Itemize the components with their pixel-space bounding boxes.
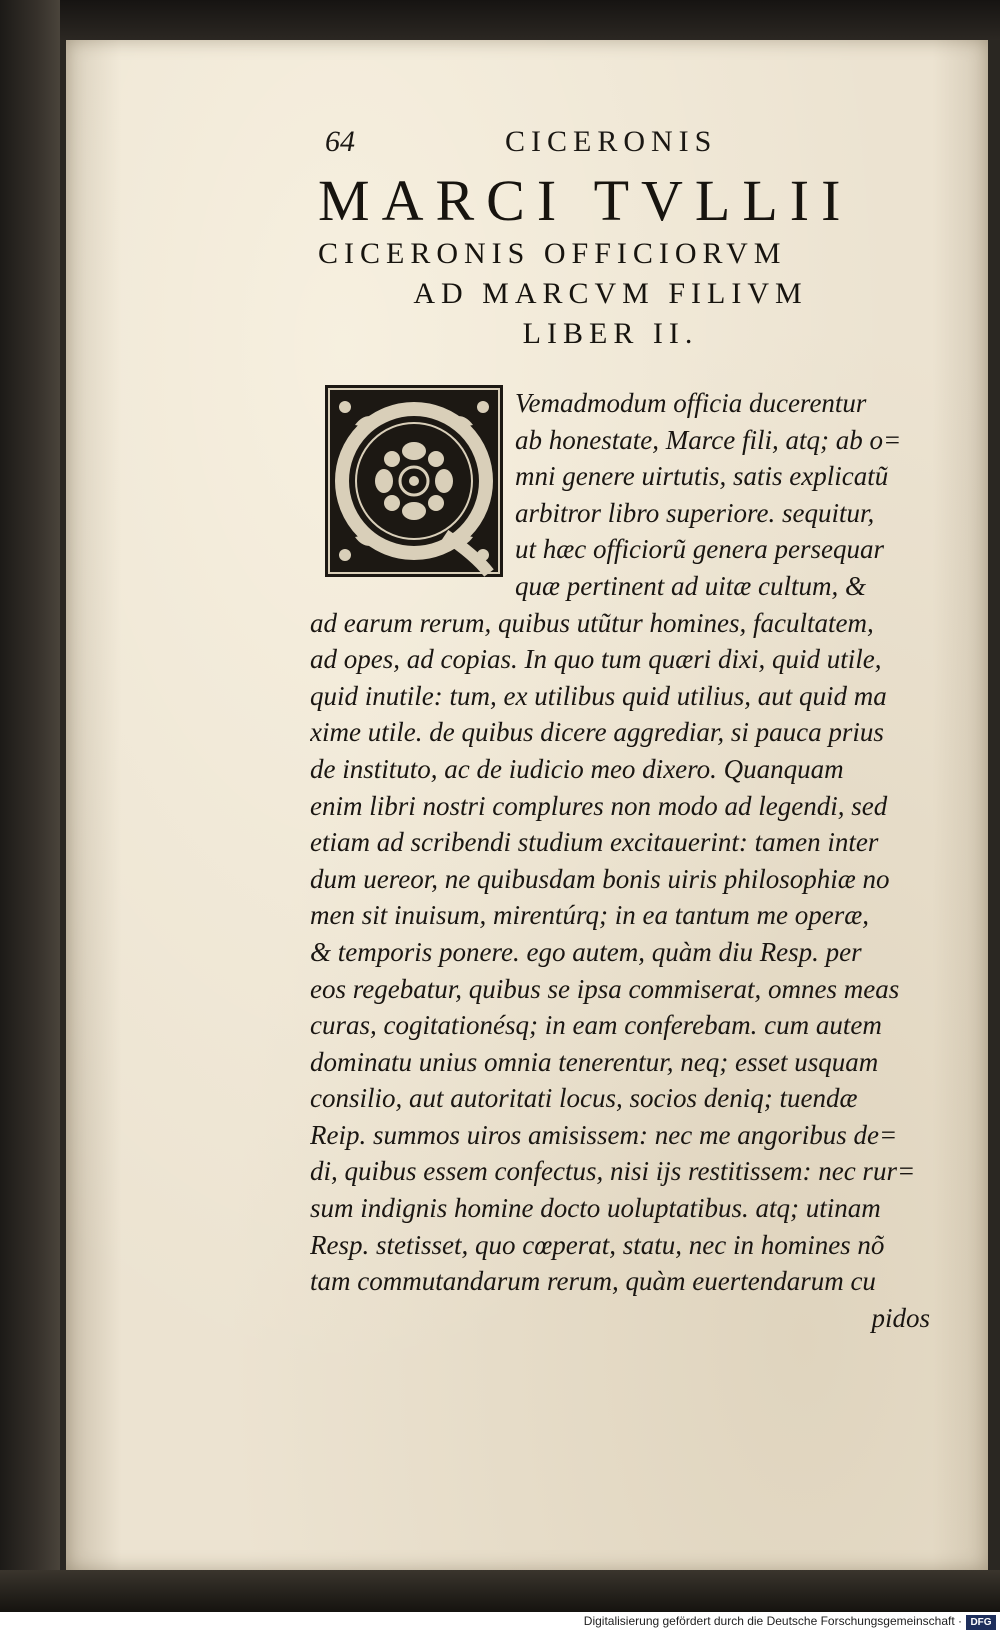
text-line: dum uereor, ne quibusdam bonis uiris philosophiæ no xyxy=(310,863,890,894)
text-line: ab honestate, Marce fili, atq; ab o= xyxy=(515,424,902,455)
margin-annotation-mark xyxy=(72,190,122,260)
body-text xyxy=(310,385,940,1336)
book-binding-top xyxy=(0,0,1000,40)
text-line: xime utile. de quibus dicere aggrediar, si pauca prius xyxy=(310,717,884,748)
text-line: Vemadmodum officia ducerentur xyxy=(515,388,867,418)
title-line-1: MARCI TVLLII xyxy=(318,168,853,233)
text-line: de instituto, ac de iudicio meo dixero. Quanquam xyxy=(310,753,844,784)
text-line: & temporis ponere. ego autem, quàm diu Resp. per xyxy=(310,936,862,967)
book-binding-left xyxy=(0,0,60,1635)
catchword: pidos xyxy=(871,1302,930,1333)
digitization-footer xyxy=(0,1612,1000,1635)
book-edge-bottom xyxy=(0,1570,1000,1612)
dfg-logo-icon: DFG xyxy=(966,1615,996,1630)
text-line: tam commutandarum rerum, quàm euertendarum cu xyxy=(310,1266,876,1297)
text-line: enim libri nostri complures non modo ad legendi, sed xyxy=(310,790,888,821)
text-line: Reip. summos uiros amisissem: nec me angoribus de= xyxy=(310,1119,898,1150)
running-head: CICERONIS xyxy=(505,125,718,158)
footer-credit: Digitalisierung gefördert durch die Deutsche Forschungsgemeinschaft · xyxy=(583,1614,962,1628)
text-line: etiam ad scribendi studium excitauerint: tamen inter xyxy=(310,827,879,858)
title-line-4: LIBER II. xyxy=(522,317,699,350)
text-line: Resp. stetisset, quo cœperat, statu, nec in homines nõ xyxy=(310,1229,885,1260)
text-line: ad earum rerum, quibus utũtur homines, facultatem, xyxy=(310,607,874,638)
text-line: men sit inuisum, mirentúrq; in ea tantum me operæ, xyxy=(310,900,869,931)
text-line: di, quibus essem confectus, nisi ijs restitissem: nec rur= xyxy=(310,1156,916,1187)
text-line: quid inutile: tum, ex utilibus quid utilius, aut quid ma xyxy=(310,680,887,711)
text-line: ut hæc officiorũ genera persequar xyxy=(515,534,884,565)
page-number: 64 xyxy=(325,125,355,158)
text-line: arbitror libro superiore. sequitur, xyxy=(515,497,875,528)
text-line: eos regebatur, quibus se ipsa commiserat, omnes meas xyxy=(310,973,900,1004)
page-header xyxy=(325,125,935,165)
text-line: sum indignis homine docto uoluptatibus. atq; utinam xyxy=(310,1193,881,1224)
text-line: consilio, aut autoritati locus, socios deniq; tuendæ xyxy=(310,1083,858,1114)
text-line: quæ pertinent ad uitæ cultum, & xyxy=(515,570,866,601)
text-line: ad opes, ad copias. In quo tum quæri dixi, quid utile, xyxy=(310,644,882,675)
text-line: mni genere uirtutis, satis explicatũ xyxy=(515,461,889,492)
title-line-2: CICERONIS OFFICIORVM xyxy=(318,237,787,270)
title-line-3: AD MARCVM FILIVM xyxy=(413,277,808,310)
text-line: curas, cogitationésq; in eam conferebam. cum autem xyxy=(310,1010,882,1041)
text-line: dominatu unius omnia tenerentur, neq; esset usquam xyxy=(310,1046,879,1077)
title-block xyxy=(318,170,943,354)
